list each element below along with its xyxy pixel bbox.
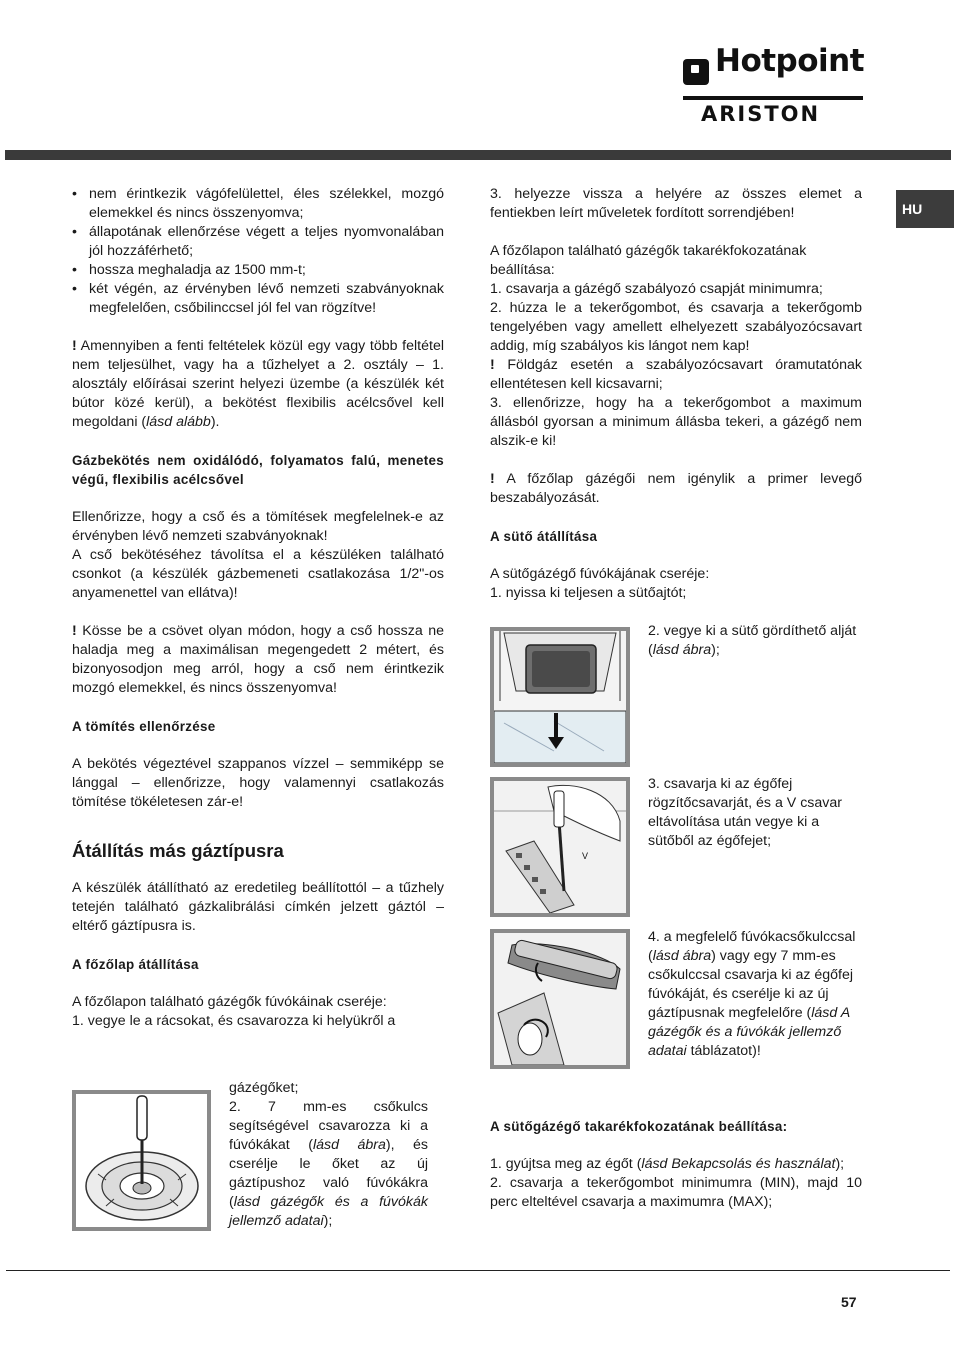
- paragraph: A cső bekötéséhez távolítsa el a készüléken található csonkot (a készülék gázbemeneti csatlakozása 1/2"-os anyamenettel van ellátva)!: [72, 547, 444, 601]
- list-item: • nem érintkezik vágófelülettel, éles szélekkel, mozgó elemekkel és nincs összenyomva;: [72, 185, 444, 223]
- brand-mark-icon: [683, 59, 709, 85]
- page-number: 57: [841, 1294, 857, 1310]
- footer-rule: [6, 1270, 950, 1271]
- oven-burner-screw-figure: [490, 777, 630, 917]
- paragraph: 1. nyissa ki teljesen a sütőajtót;: [490, 585, 687, 601]
- burner-figure: [72, 1090, 211, 1231]
- paragraph: Ellenőrizze, hogy a cső és a tömítések megfelelnek-e az érvényben lévő nemzeti szabványoknak!: [72, 509, 444, 544]
- header-bar: [5, 150, 951, 160]
- oven-economy-section: [490, 1117, 862, 1212]
- oven-step-4: 4. a megfelelő fúvókacsőkulccsal (lásd ábra) vagy egy 7 mm-es csőkulccsal csavarja ki az égőfej fúvókáját, és cserélje ki az új gáztípusnak megfelelőre (lásd A gázégők és a fúvókák jellemző adatai táblázatot)!: [648, 929, 856, 1059]
- section-heading: A sütőgázégő takarékfokozatának beállítása:: [490, 1119, 788, 1134]
- list-item: • hossza meghaladja az 1500 mm-t;: [72, 261, 444, 280]
- section-heading: Gázbekötés nem oxidálódó, folyamatos falú, menetes végű, flexibilis acélcsővel: [72, 453, 444, 487]
- hob-step-text: gázégőket; 2. 7 mm-es csőkulcs segítségével csavarozza ki a fúvókákat (lásd ábra), és cserélje le őket az új gáztípushoz való fúvókákra (lásd gázégők és a fúvókák jellemző adatai);: [229, 1080, 428, 1229]
- section-heading: A főzőlap átállítása: [72, 957, 199, 972]
- brand-name: Hotpoint: [715, 43, 865, 79]
- chapter-heading: Átállítás más gáztípusra: [72, 840, 284, 861]
- warning-mark: !: [72, 338, 77, 354]
- warning-paragraph: ! Kösse be a csövet olyan módon, hogy a cső hossza ne haladja meg a maximálisan megengedett 2 métert, és bizonyosodjon meg arról, hogy a cső nem érintkezik mozgó elemekkel, és nincs összenyomva!: [72, 623, 444, 696]
- paragraph: 2. csavarja a tekerőgombot minimumra (MIN), majd 10 perc elteltével csavarja a maximumra (MAX);: [490, 1175, 862, 1210]
- figure-label-v: V: [582, 851, 589, 861]
- oven-step-3: 3. csavarja ki az égőfej rögzítőcsavarját, és a V csavar eltávolítása után vegye ki a sütőből az égőfejet;: [648, 776, 842, 849]
- oven-nozzle-wrench-figure: [490, 929, 630, 1069]
- warning-paragraph: ! Földgáz esetén a szabályozócsavart óramutatónak ellentétesen kell kicsavarni;: [490, 357, 862, 392]
- paragraph: 1. vegye le a rácsokat, és csavarozza ki helyükről a: [72, 1013, 396, 1029]
- brand-subname: ARISTON: [701, 102, 821, 126]
- burner-illustration: [76, 1094, 207, 1227]
- list-item: • két végén, az érvényben lévő nemzeti szabványoknak megfelelően, csőbilinccsel jól fel van rögzítve!: [72, 280, 444, 318]
- right-column: [490, 185, 862, 603]
- paragraph: 3. ellenőrizze, hogy ha a tekerőgombot a maximum állásból gyorsan a minimum állásba tekeri, a gázégő nem alszik-e ki!: [490, 395, 862, 449]
- paragraph: A készülék átállítható az eredetileg beállítottól – a tűzhely tetején található gázkalibrálási címkén jelzett gáztól – eltérő gáztípusra is.: [72, 880, 444, 934]
- section-heading: A tömítés ellenőrzése: [72, 719, 216, 734]
- paragraph: A sütőgázégő fúvókájának cseréje:: [490, 566, 710, 582]
- brand-logo: [683, 43, 865, 130]
- paragraph: A bekötés végeztével szappanos vízzel – semmiképp se lánggal – ellenőrizze, hogy valamennyi csatlakozás tömítése tökéletesen zár-e!: [72, 756, 444, 810]
- paragraph: 3. helyezze vissza a helyére az összes elemet a fentiekben leírt műveletek fordított sorrendjében!: [490, 186, 862, 221]
- paragraph: 1. csavarja a gázégő szabályozó csapját minimumra;: [490, 281, 823, 297]
- list-item: • állapotának ellenőrzése végett a teljes nyomvonalában jól hozzáférhető;: [72, 223, 444, 261]
- brand-rule: [683, 96, 863, 100]
- paragraph: A főzőlapon található gázégők takarékfokozatának beállítása:: [490, 243, 807, 278]
- language-tab: HU: [896, 190, 954, 228]
- paragraph: 2. húzza le a tekerőgombot, és csavarja a tekerőgomb tengelyében vagy amellett elhelyezett szabályozócsavart addig, míg szabályos kis lángot nem kap!: [490, 300, 862, 354]
- paragraph: A főzőlapon található gázégők fúvókáinak cseréje:: [72, 994, 387, 1010]
- warning-paragraph: ! Amennyiben a fenti feltételek közül egy vagy több feltétel nem teljesülhet, vagy ha a tűzhelyet a 2. osztály – 1. alosztály előírásai szerint helyezi üzembe (a készülék két bútor közé kerül), a bekötést flexibilis acélcsővel kell megoldani (lásd alább).: [72, 338, 444, 430]
- warning-paragraph: ! A főzőlap gázégői nem igénylik a primer levegő beszabályozását.: [490, 471, 862, 506]
- oven-tray-figure: [490, 627, 630, 767]
- section-heading: A sütő átállítása: [490, 529, 598, 544]
- left-column: [72, 185, 444, 1031]
- warning-mark: !: [72, 623, 77, 639]
- oven-step-2: 2. vegye ki a sütő gördíthető alját (lásd ábra);: [648, 623, 857, 658]
- paragraph: 1. gyújtsa meg az égőt (lásd Bekapcsolás és használat);: [490, 1156, 845, 1172]
- requirements-list: [72, 185, 444, 318]
